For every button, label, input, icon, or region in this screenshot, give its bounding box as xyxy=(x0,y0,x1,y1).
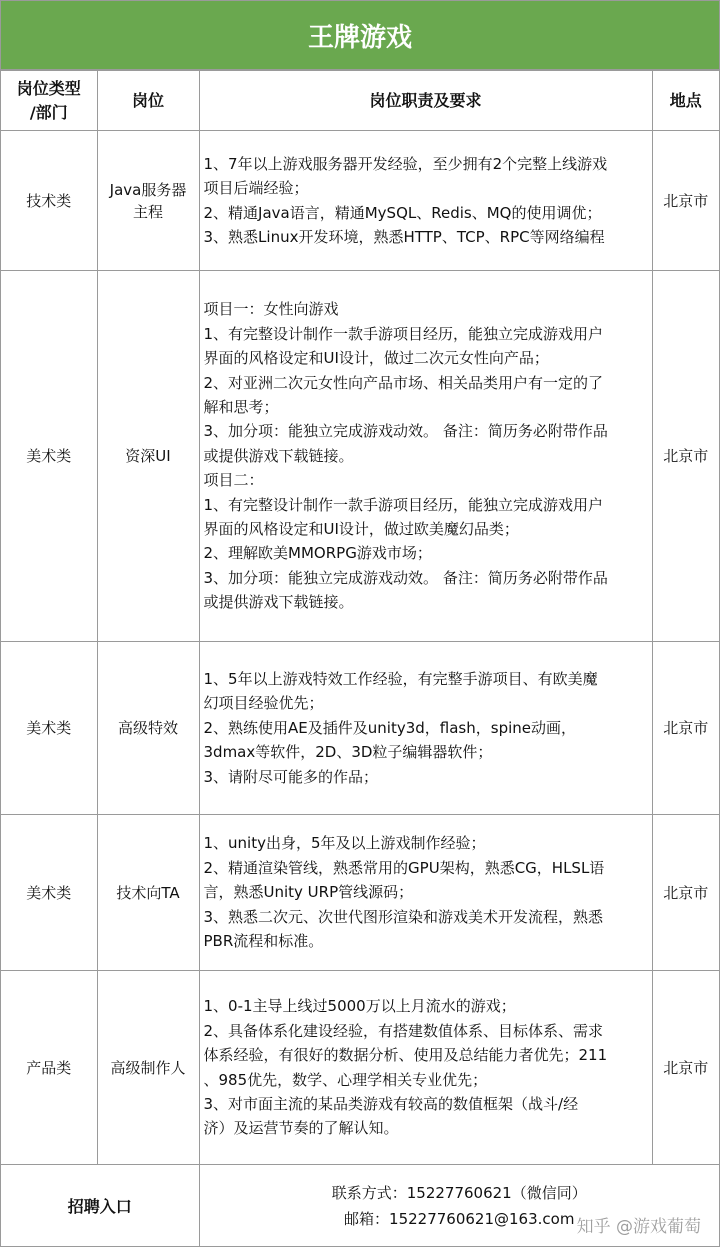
row-duties: 1、unity出身，5年及以上游戏制作经验； 2、精通渲染管线，熟悉常用的GPU架构，熟悉CG，HLSL语 言，熟悉Unity URP管线源码； 3、熟悉二次元、次世代图形渲染和游戏美术开发流程，熟悉 PBR流程和标准。 xyxy=(199,815,652,971)
row-position: 技术向TA xyxy=(97,815,199,971)
row-location: 北京市 xyxy=(652,271,719,642)
sheet-title: 王牌游戏 xyxy=(1,1,719,70)
row-position: 高级特效 xyxy=(97,642,199,815)
row-category: 美术类 xyxy=(1,815,97,971)
table-row xyxy=(1,131,719,271)
table-row xyxy=(1,642,719,815)
row-category: 技术类 xyxy=(1,131,97,271)
job-table xyxy=(1,70,719,1247)
header-position: 岗位 xyxy=(97,71,199,131)
row-position: 资深UI xyxy=(97,271,199,642)
row-category: 美术类 xyxy=(1,271,97,642)
row-category: 美术类 xyxy=(1,642,97,815)
table-row xyxy=(1,815,719,971)
contact-email: 邮箱：15227760621@163.com xyxy=(344,1209,575,1228)
row-position: 高级制作人 xyxy=(97,971,199,1165)
row-duties: 1、5年以上游戏特效工作经验，有完整手游项目、有欧美魔 幻项目经验优先； 2、熟练使用AE及插件及unity3d，flash，spine动画， 3dmax等软件，2D、3D粒子编辑器软件； 3、请附尽可能多的作品； xyxy=(199,642,652,815)
row-position: Java服务器 主程 xyxy=(97,131,199,271)
row-location: 北京市 xyxy=(652,642,719,815)
zhihu-watermark: 知乎 @游戏葡萄 xyxy=(576,1217,701,1237)
header-category: 岗位类型 /部门 xyxy=(1,71,97,131)
table-row xyxy=(1,971,719,1165)
row-location: 北京市 xyxy=(652,971,719,1165)
row-duties: 项目一：女性向游戏 1、有完整设计制作一款手游项目经历，能独立完成游戏用户 界面的风格设定和UI设计，做过二次元女性向产品； 2、对亚洲二次元女性向产品市场、相关品类用户有一定的了 解和思考； 3、加分项：能独立完成游戏动效。 备注：简历务必附带作品 或提供游戏下载链接。 项目二： 1、有完整设计制作一款手游项目经历，能独立完成游戏用户 界面的风格设定和UI设计，做过欧美魔幻品类； 2、理解欧美MMORPG游戏市场； 3、加分项：能独立完成游戏动效。 备注：简历务必附带作品 或提供游戏下载链接。 xyxy=(199,271,652,642)
contact-phone: 联系方式：15227760621（微信同） xyxy=(331,1183,587,1202)
table-row xyxy=(1,271,719,642)
row-category: 产品类 xyxy=(1,971,97,1165)
row-location: 北京市 xyxy=(652,815,719,971)
row-duties: 1、0-1主导上线过5000万以上月流水的游戏； 2、具备体系化建设经验，有搭建数值体系、目标体系、需求 体系经验，有很好的数据分析、使用及总结能力者优先；211 、985优先，数学、心理学相关专业优先； 3、对市面主流的某品类游戏有较高的数值框架（战斗/经 济）及运营节奏的了解认知。 xyxy=(199,971,652,1165)
header-duties: 岗位职责及要求 xyxy=(199,71,652,131)
row-location: 北京市 xyxy=(652,131,719,271)
header-row xyxy=(1,71,719,131)
recruit-entry-label: 招聘入口 xyxy=(1,1165,199,1247)
row-duties: 1、7年以上游戏服务器开发经验，至少拥有2个完整上线游戏 项目后端经验； 2、精通Java语言，精通MySQL、Redis、MQ的使用调优； 3、熟悉Linux开发环境，熟悉HTTP、TCP、RPC等网络编程 xyxy=(199,131,652,271)
header-location: 地点 xyxy=(652,71,719,131)
